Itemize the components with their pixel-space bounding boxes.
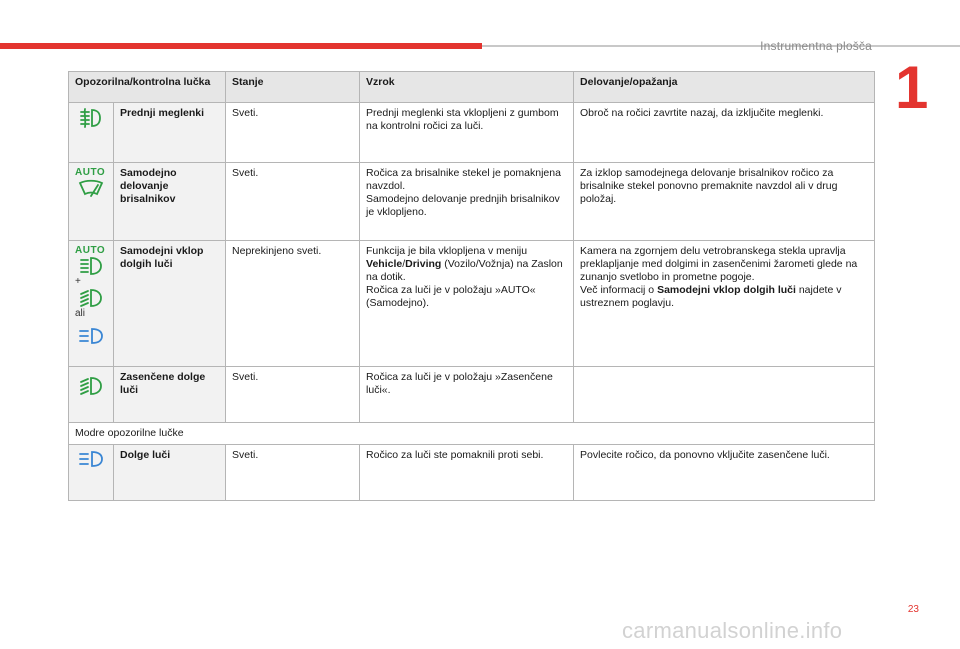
low-beam-icon — [78, 375, 104, 397]
auto-label: AUTO — [75, 245, 106, 256]
action-text: Več informacij o — [580, 284, 658, 296]
plus-sign: + — [75, 276, 81, 287]
cause-line: Ročica za brisalnike stekel je pomaknjena navzdol. — [366, 167, 561, 192]
menu-driving: Driving — [405, 258, 442, 270]
watermark: carmanualsonline.info — [622, 618, 843, 643]
lamp-action — [574, 241, 875, 367]
lamp-name: Prednji meglenki — [114, 103, 226, 163]
cause-paragraph — [366, 245, 567, 284]
cause-paragraph: Ročica za luči je v položaju »AUTO« (Samodejno). — [366, 284, 536, 309]
lamp-name: Samodejni vklop dolgih luči — [114, 241, 226, 367]
section-label: Modre opozorilne lučke — [69, 423, 875, 445]
column-header-cause: Vzrok — [360, 72, 574, 103]
table-row — [69, 241, 875, 367]
table-row — [69, 445, 875, 501]
lamp-name: Dolge luči — [114, 445, 226, 501]
high-beam-blue-icon — [77, 449, 105, 469]
header-rule — [482, 45, 960, 47]
icon-cell — [69, 163, 114, 241]
icon-cell — [69, 367, 114, 423]
high-beam-blue-icon — [77, 326, 105, 346]
action-paragraph: Kamera na zgornjem delu vetrobranskega stekla upravlja preklapljanje med dolgimi in zasenčenimi žarometi glede na zunanjo svetlobo in prometne pogoje. — [580, 245, 858, 283]
menu-vehicle: Vehicle — [366, 258, 403, 270]
cause-line: Samodejno delovanje prednjih brisalnikov je vklopljeno. — [366, 193, 560, 218]
lamp-cause: Ročica za luči je v položaju »Zasenčene luči«. — [360, 367, 574, 423]
auto-label: AUTO — [75, 167, 106, 178]
table-header-row — [69, 72, 875, 103]
lamp-action — [574, 367, 875, 423]
lamp-name: Zasenčene dolge luči — [114, 367, 226, 423]
cause-text: Funkcija je bila vklopljena v meniju — [366, 245, 528, 257]
lamp-action: Povlecite ročico, da ponovno vključite zasenčene luči. — [574, 445, 875, 501]
lamp-cause — [360, 241, 574, 367]
low-beam-icon — [78, 288, 104, 308]
lamp-name: Samodejno delovanje brisalnikov — [114, 163, 226, 241]
front-fog-lamp-icon — [78, 107, 104, 129]
icon-cell — [69, 241, 114, 367]
lamp-cause — [360, 163, 574, 241]
section-row — [69, 423, 875, 445]
lamp-action: Za izklop samodejnega delovanje brisalnikov ročico za brisalnike stekel ponovno premaknite navzdol ali v drug položaj. — [574, 163, 875, 241]
page-number: 23 — [907, 604, 919, 615]
action-text: najdete v ustreznem poglavju. — [580, 284, 842, 309]
section-title: Instrumentna plošča — [760, 39, 872, 53]
lamp-cause: Prednji meglenki sta vklopljeni z gumbom na kontrolni ročici za luči. — [360, 103, 574, 163]
lamp-state: Sveti. — [226, 163, 360, 241]
lamp-state: Sveti. — [226, 367, 360, 423]
column-header-lamp: Opozorilna/kontrolna lučka — [69, 72, 226, 103]
menu-separator: / — [402, 258, 406, 270]
icon-cell — [69, 103, 114, 163]
table-row — [69, 163, 875, 241]
lamp-state: Sveti. — [226, 103, 360, 163]
action-reference: Samodejni vklop dolgih luči — [657, 284, 796, 296]
lamp-state: Sveti. — [226, 445, 360, 501]
lamp-cause: Ročico za luči ste pomaknili proti sebi. — [360, 445, 574, 501]
header-accent-bar — [0, 43, 482, 49]
cause-text: (Vozilo/Vožnja) na Zaslon na dotik. — [366, 258, 563, 283]
lamp-state: Neprekinjeno sveti. — [226, 241, 360, 367]
lamp-action: Obroč na ročici zavrtite nazaj, da izključite meglenki. — [574, 103, 875, 163]
column-header-action: Delovanje/opažanja — [574, 72, 875, 103]
icon-cell — [69, 445, 114, 501]
table-row — [69, 103, 875, 163]
column-header-state: Stanje — [226, 72, 360, 103]
action-paragraph — [580, 284, 868, 310]
warning-lights-table — [68, 71, 875, 501]
wiper-icon — [77, 178, 105, 200]
chapter-number: 1 — [895, 54, 929, 121]
or-label: ali — [75, 308, 86, 319]
high-beam-icon — [78, 256, 104, 276]
table-row — [69, 367, 875, 423]
